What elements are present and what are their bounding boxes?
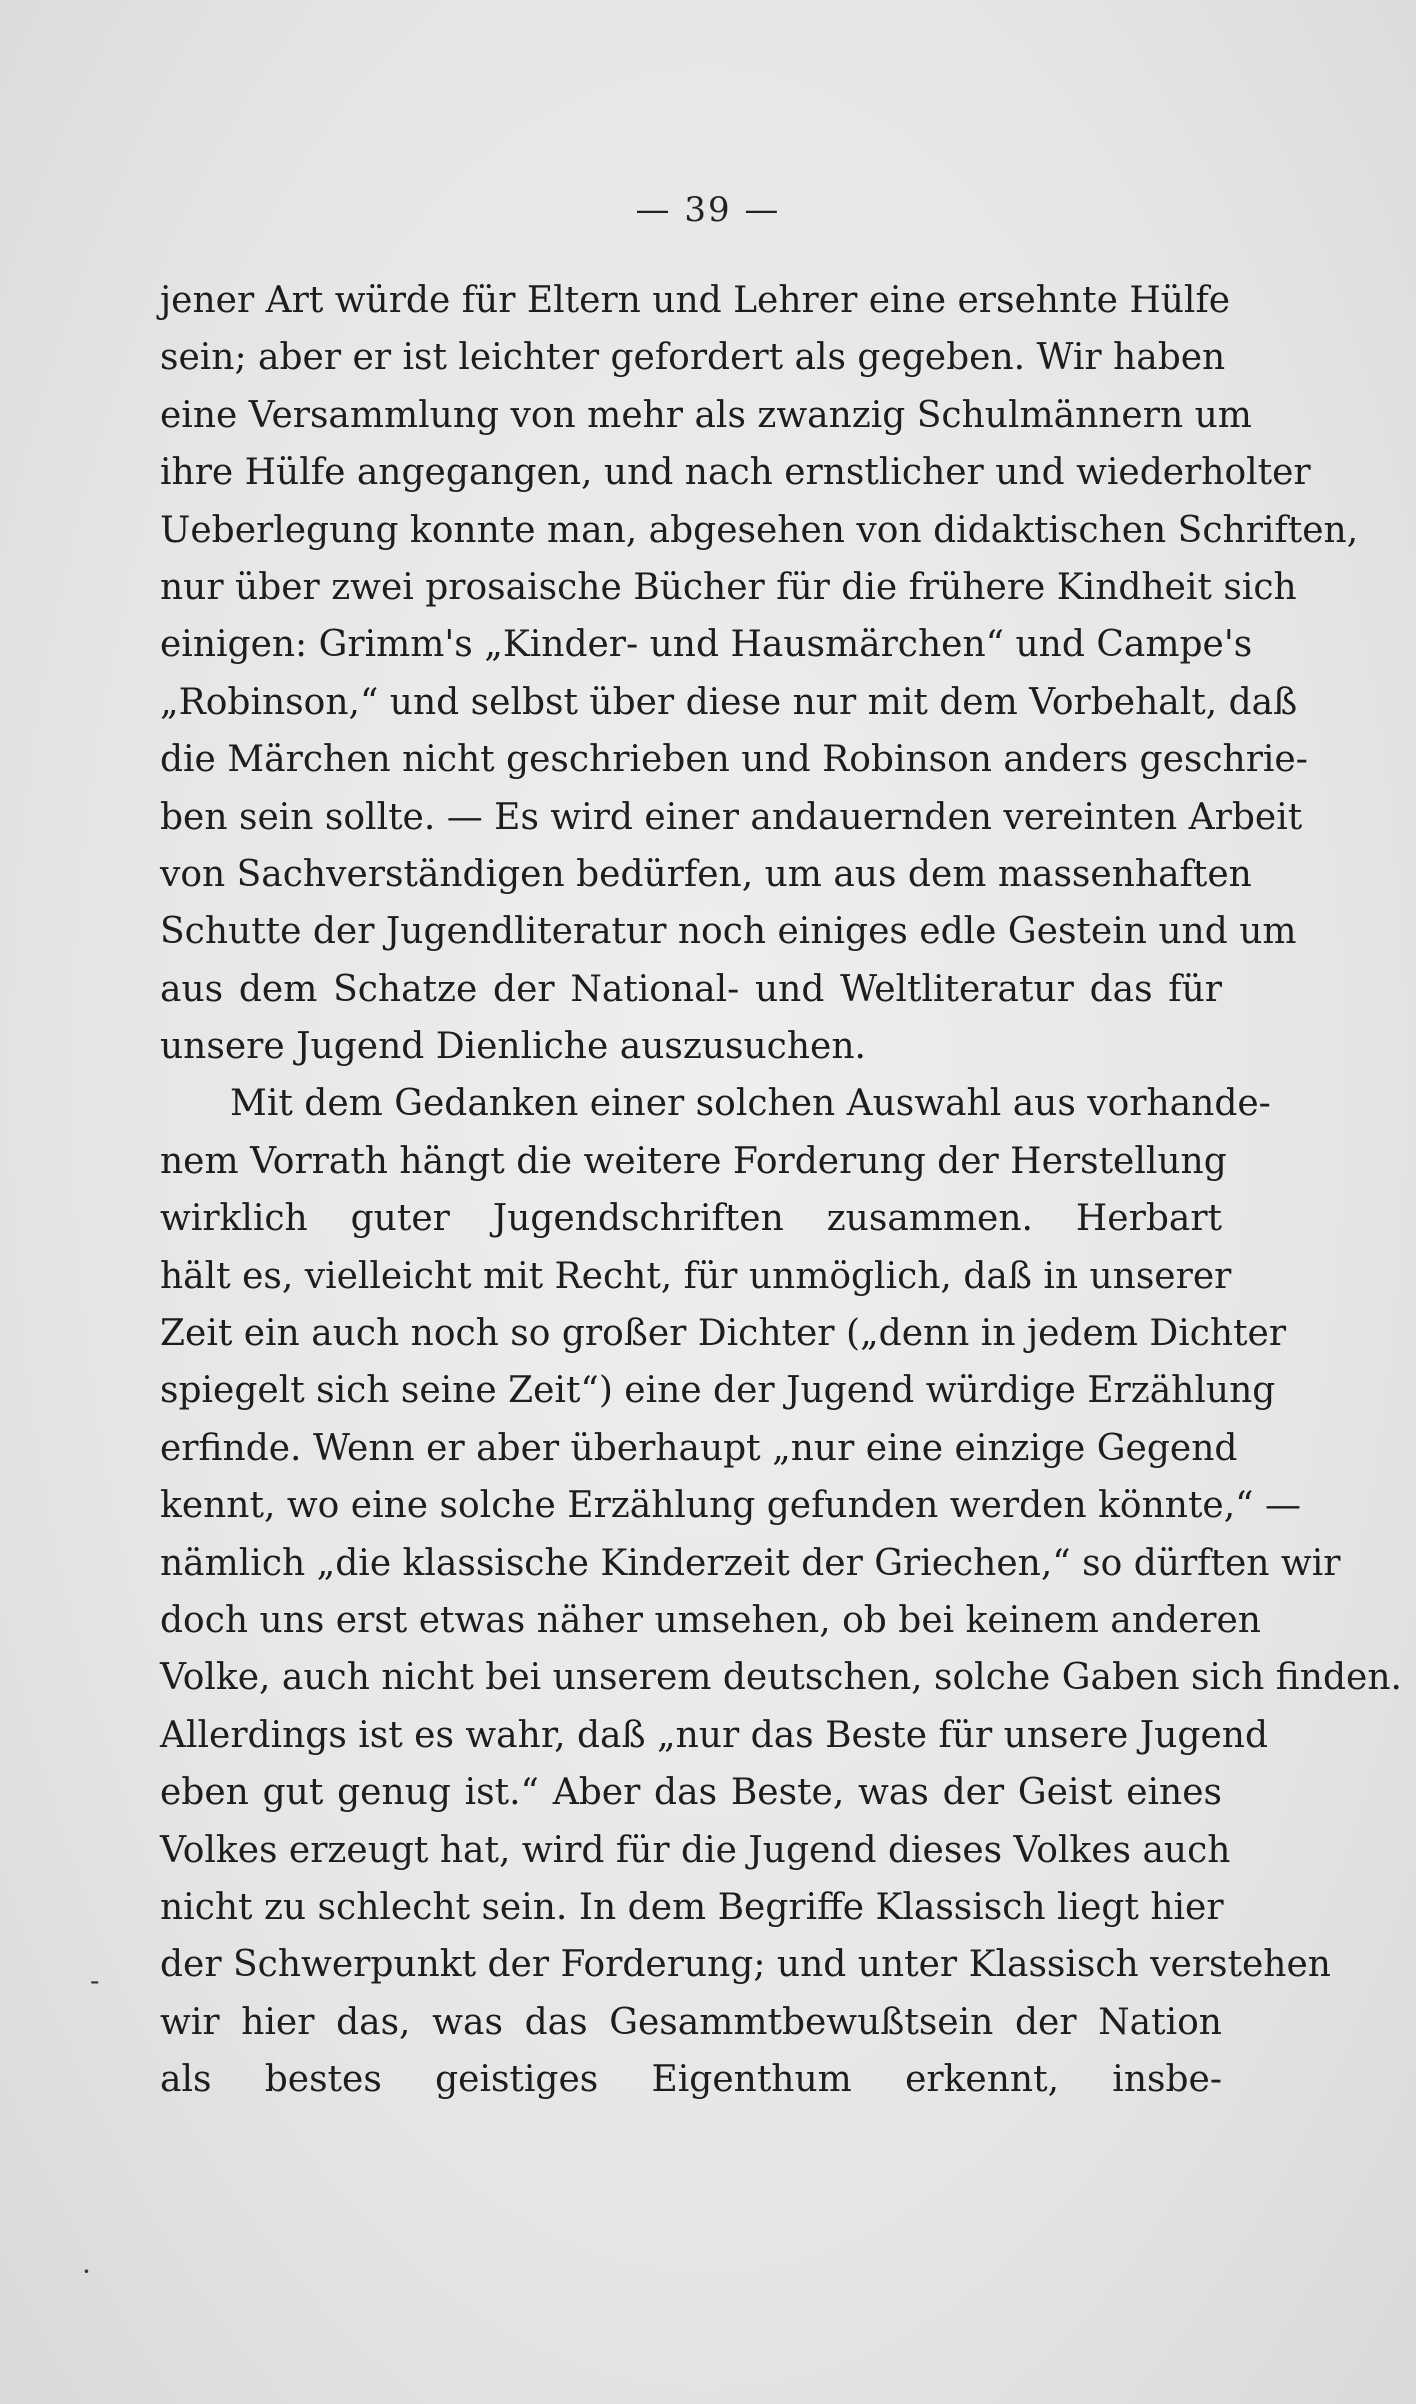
text-line-27: eben gut genug ist.“ Aber das Beste, was der Geist eines xyxy=(160,1772,1222,1814)
margin-dash-mark: - xyxy=(90,1964,100,1997)
text-line-31: wir hier das, was das Gesammtbewußtsein der Nation xyxy=(160,2001,1222,2043)
text-line-14: unsere Jugend Dienliche auszusuchen. xyxy=(160,1026,866,1068)
text-line-5: Ueberlegung konnte man, abgesehen von didaktischen Schriften, xyxy=(160,509,1359,551)
text-line-29: nicht zu schlecht sein. In dem Begriffe Klassisch liegt hier xyxy=(160,1886,1224,1928)
page-number: — 39 — xyxy=(635,190,781,230)
text-line-6: nur über zwei prosaische Bücher für die frühere Kindheit sich xyxy=(160,566,1297,608)
text-line-19: Zeit ein auch noch so großer Dichter („denn in jedem Dichter xyxy=(160,1313,1287,1355)
text-line-9: die Märchen nicht geschrieben und Robinson anders geschrie- xyxy=(160,739,1308,781)
text-line-28: Volkes erzeugt hat, wird für die Jugend dieses Volkes auch xyxy=(160,1829,1231,1871)
text-line-32: als bestes geistiges Eigenthum erkennt, insbe- xyxy=(160,2059,1222,2101)
text-line-15: Mit dem Gedanken einer solchen Auswahl aus vorhande- xyxy=(230,1083,1271,1125)
text-line-24: doch uns erst etwas näher umsehen, ob bei keinem anderen xyxy=(160,1599,1261,1641)
text-line-20: spiegelt sich seine Zeit“) eine der Jugend würdige Erzählung xyxy=(160,1370,1276,1412)
text-line-8: „Robinson,“ und selbst über diese nur mit dem Vorbehalt, daß xyxy=(160,681,1298,723)
text-line-7: einigen: Grimm's „Kinder- und Hausmärchen“ und Campe's xyxy=(160,624,1253,666)
text-line-10: ben sein sollte. — Es wird einer andauernden vereinten Arbeit xyxy=(160,796,1303,838)
text-line-26: Allerdings ist es wahr, daß „nur das Beste für unsere Jugend xyxy=(160,1714,1268,1756)
text-line-13: aus dem Schatze der National- und Weltliteratur das für xyxy=(160,968,1222,1010)
text-line-11: von Sachverständigen bedürfen, um aus dem massenhaften xyxy=(160,853,1252,895)
text-line-16: nem Vorrath hängt die weitere Forderung der Herstellung xyxy=(160,1140,1227,1182)
text-line-2: sein; aber er ist leichter gefordert als gegeben. Wir haben xyxy=(160,337,1226,379)
text-line-1: jener Art würde für Eltern und Lehrer eine ersehnte Hülfe xyxy=(160,280,1231,321)
text-line-17: wirklich guter Jugendschriften zusammen. Herbart xyxy=(160,1198,1222,1240)
text-line-3: eine Versammlung von mehr als zwanzig Schulmännern um xyxy=(160,394,1252,436)
text-line-23: nämlich „die klassische Kinderzeit der Griechen,“ so dürften wir xyxy=(160,1542,1341,1584)
text-line-18: hält es, vielleicht mit Recht, für unmöglich, daß in unserer xyxy=(160,1255,1232,1297)
text-line-22: kennt, wo eine solche Erzählung gefunden werden könnte,“ — xyxy=(160,1485,1302,1527)
text-line-12: Schutte der Jugendliteratur noch einiges edle Gestein und um xyxy=(160,911,1297,953)
text-line-21: erfinde. Wenn er aber überhaupt „nur eine einzige Gegend xyxy=(160,1427,1238,1469)
text-line-4: ihre Hülfe angegangen, und nach ernstlicher und wiederholter xyxy=(160,452,1311,494)
text-line-30: der Schwerpunkt der Forderung; und unter Klassisch verstehen xyxy=(160,1944,1331,1986)
margin-dot-mark: · xyxy=(82,2255,91,2288)
text-line-25: Volke, auch nicht bei unserem deutschen, solche Gaben sich finden. xyxy=(160,1657,1402,1699)
body-text xyxy=(160,272,1402,2109)
